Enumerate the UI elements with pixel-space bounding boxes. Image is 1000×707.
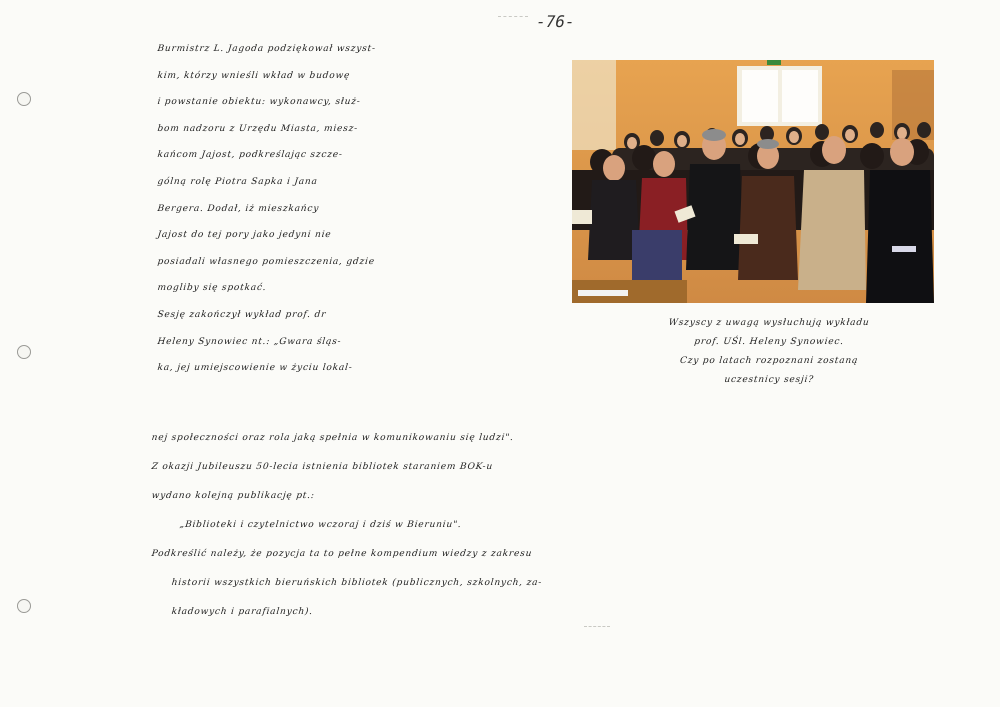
text-line: kim, którzy wnieśli wkład w budowę	[156, 70, 351, 81]
text-line: historii wszystkich bieruńskich bibliotek (publicznych, szkolnych, za-	[171, 578, 543, 588]
photo-caption	[568, 314, 968, 390]
text-line: Heleny Synowiec nt.: „Gwara śląs-	[156, 336, 342, 347]
caption-line: Wszyscy z uwagą wysłuchują wykładu	[668, 318, 870, 328]
caption-line: prof. UŚl. Heleny Synowiec.	[693, 337, 845, 347]
caption-line: uczestnicy sesji?	[723, 375, 815, 385]
text-line: Bergera. Dodał, iż mieszkańcy	[156, 203, 320, 214]
audience-photo	[572, 60, 934, 303]
text-line: posiadali własnego pomieszczenia, gdzie	[156, 256, 376, 267]
faint-pencil-mark	[498, 16, 528, 23]
page-number: -76-	[533, 12, 577, 31]
text-line: kańcom Jajost, podkreślając szcze-	[156, 150, 344, 161]
text-line: Burmistrz L. Jagoda podziękował wszyst-	[156, 44, 377, 54]
caption-line: Czy po latach rozpoznani zostaną	[679, 356, 859, 366]
text-line: Jajost do tej pory jako jedyni nie	[156, 230, 332, 241]
text-line: nej społeczności oraz rola jaką spełnia w komunikowaniu się ludzi".	[151, 433, 515, 443]
text-line: i powstanie obiektu: wykonawcy, służ-	[156, 97, 362, 108]
left-text-column	[156, 36, 566, 382]
text-line: Sesję zakończył wykład prof. dr	[156, 309, 327, 320]
text-line: gólną rolę Piotra Sapka i Jana	[156, 176, 319, 187]
text-line: Z okazji Jubileuszu 50-lecia istnienia bibliotek staraniem BOK-u	[151, 462, 494, 472]
text-line: bom nadzoru z Urzędu Miasta, miesz-	[156, 123, 359, 134]
full-width-text	[150, 424, 950, 627]
text-line: ka, jej umiejscowienie w życiu lokal-	[156, 363, 354, 374]
punch-hole	[17, 599, 31, 613]
punch-hole	[17, 92, 31, 106]
text-line: Podkreślić należy, że pozycja ta to pełne kompendium wiedzy z zakresu	[151, 549, 533, 559]
text-line: kładowych i parafialnych).	[171, 607, 314, 617]
text-line: wydano kolejną publikację pt.:	[151, 491, 316, 501]
text-line: mogliby się spotkać.	[156, 283, 267, 294]
punch-hole	[17, 345, 31, 359]
publication-title: „Biblioteki i czytelnictwo wczoraj i dziś w Bieruniu".	[179, 520, 463, 530]
faint-pencil-mark	[584, 626, 610, 631]
